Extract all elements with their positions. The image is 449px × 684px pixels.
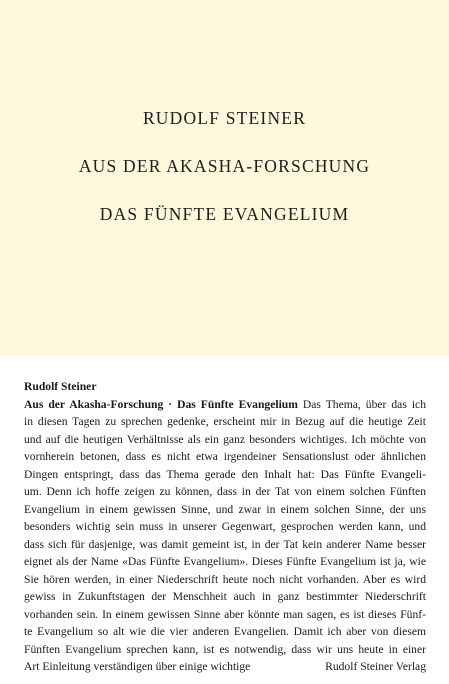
blurb-line: gewiss in Zukunftstagen der Menschheit auch in ganz bestimmter Niederschrift [24,590,426,603]
blurb-line-text: Art Einleitung verständigen über einige wichtige [24,660,251,673]
cover-author: RUDOLF STEINER [142,108,307,128]
cover-title-line-1: AUS DER AKASHA-FORSCHUNG [78,156,371,176]
blurb-line: vornherein betonen, dass es nicht etwa irgendeiner Sensationslust oder ähnlichen [24,450,426,463]
blurb-line: besonders wichtig sein muss in unserer Gegenwart, gesprochen werden kann, und [24,520,426,533]
blurb-line: in diesen Tagen zu sprechen gedenke, erscheint mir in Bezug auf die heutige Zeit [24,415,426,428]
blurb-line: Sie hören werden, in einer Niederschrift heute noch nicht vorhanden. Aber es wird [24,572,426,586]
blurb-line-text: Das Thema, über das ich [297,397,426,411]
blurb-line: Fünften Evangelium sprechen kann, ist es notwendig, dass wir uns heute in einer [24,642,426,656]
blurb-line: vorhanden sein. In einem gewissen Sinne aber könnte man sagen, es ist dieses Fünf- [24,607,426,621]
blurb-line: und auf die heutigen Verhältnisse als ein ganz besonders wichtiges. Ich möchte von [24,432,426,446]
publisher-name: Rudolf Steiner Verlag [325,660,426,673]
cover-blurb-panel [0,356,449,684]
blurb-line [24,396,426,414]
blurb-author: Rudolf Steiner [24,380,97,393]
blurb-line: um. Denn ich hoffe zeigen zu können, dass in der Tat von einem solchen Fünften [24,485,426,498]
blurb-line: Dingen entspringt, dass das Thema gerade den Inhalt hat: Das Fünfte Evangeli- [24,467,426,481]
blurb-last-line [24,658,426,676]
cover-title-line-2: DAS FÜNFTE EVANGELIUM [99,204,350,224]
blurb-line: eignet als der Name «Das Fünfte Evangelium». Dieses Fünfte Evangelium ist ja, wie [24,555,426,568]
blurb-line: dass sich für dasjenige, was damit gemeint ist, in der Tat kein anderer Name besser [24,537,426,551]
blurb-line: Evangelium in einem gewissen Sinne, und zwar in einem solchen Sinne, der uns [24,502,426,516]
blurb-book-title: Aus der Akasha-Forschung · Das Fünfte Evangelium [24,397,298,411]
blurb-text [24,378,426,676]
blurb-line: te Evangelium so alt wie die vier anderen Evangelien. Damit ich aber von diesem [24,625,426,638]
